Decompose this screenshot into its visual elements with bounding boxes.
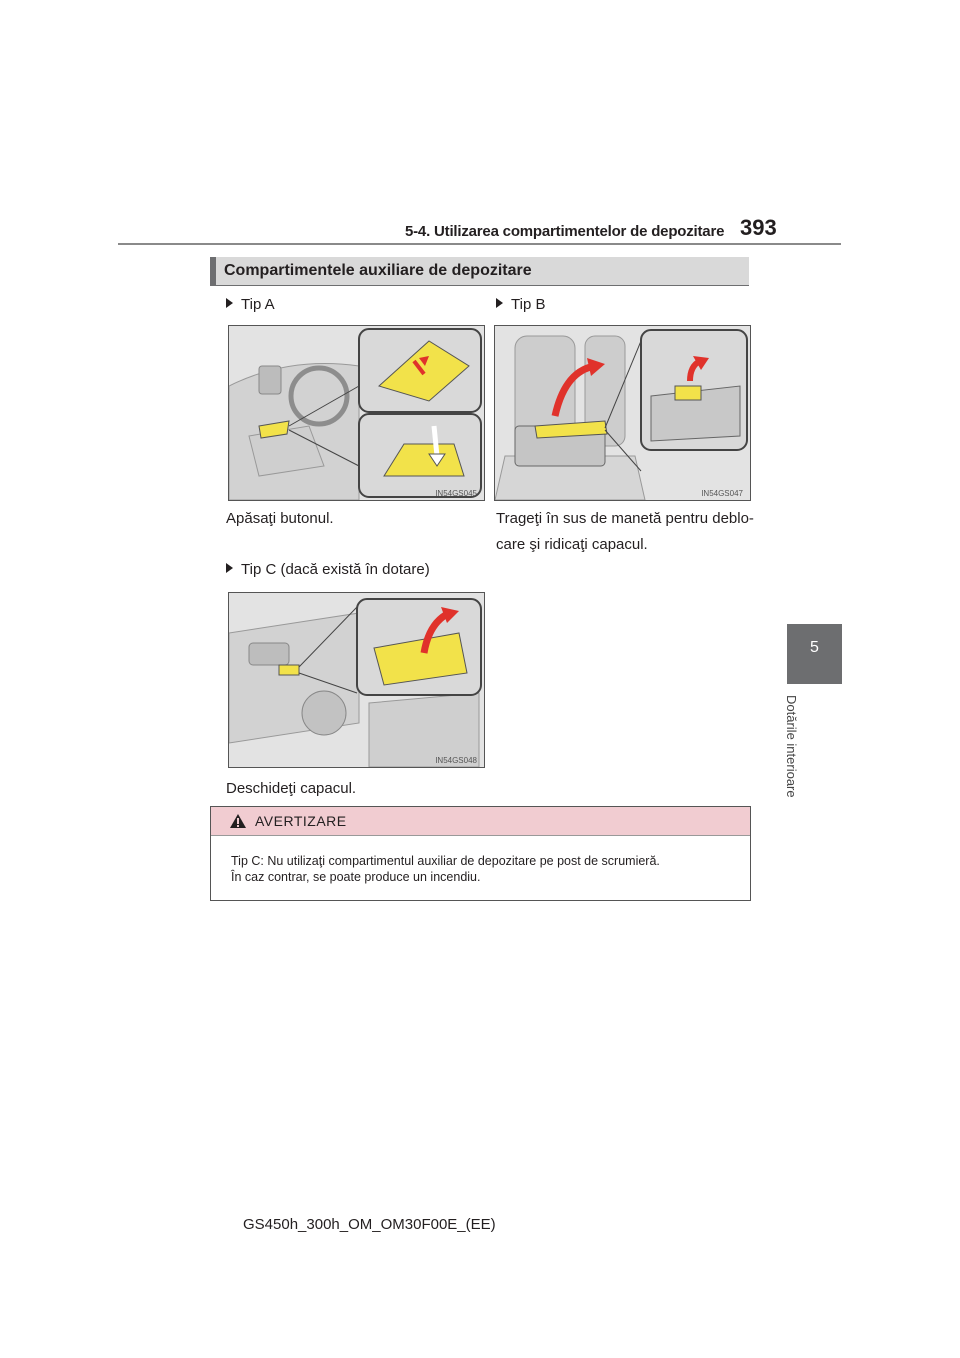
triangle-bullet-icon xyxy=(226,563,233,573)
warning-text: Tip C: Nu utilizaţi compartimentul auxiliar de depozitare pe post de scrumieră. În caz contrar, se poate produce un incendiu. xyxy=(231,854,660,884)
rear-armrest-illustration-icon xyxy=(495,326,750,500)
warning-triangle-icon xyxy=(229,813,247,829)
triangle-bullet-icon xyxy=(226,298,233,308)
type-c-caption: Deschideţi capacul. xyxy=(226,780,357,797)
type-b-figure-code: IN54GS047 xyxy=(701,489,743,498)
door-storage-illustration-icon xyxy=(229,593,484,767)
section-heading-accent xyxy=(210,257,216,286)
type-c-figure-code: IN54GS048 xyxy=(435,756,477,765)
type-a-figure xyxy=(228,325,485,501)
section-heading xyxy=(210,257,749,286)
header-rule xyxy=(118,243,841,245)
triangle-bullet-icon xyxy=(496,298,503,308)
type-b-caption: Trageţi în sus de manetă pentru deblo- care şi ridicaţi capacul. xyxy=(496,510,754,553)
type-a-label: Tip A xyxy=(226,296,275,313)
warning-header xyxy=(211,807,750,836)
running-header-title: 5-4. Utilizarea compartimentelor de depozitare xyxy=(405,223,725,240)
chapter-side-label xyxy=(771,695,811,825)
type-a-caption: Apăsaţi butonul. xyxy=(226,510,334,527)
type-a-figure-code: IN54GS045 xyxy=(435,489,477,498)
chapter-tab[interactable] xyxy=(787,624,842,684)
warning-box xyxy=(210,806,751,901)
warning-title: AVERTIZARE xyxy=(255,813,347,829)
type-c-figure xyxy=(228,592,485,768)
chapter-label-text: Dotările interioare xyxy=(784,695,799,798)
type-b-label: Tip B xyxy=(496,296,545,313)
footer-model-code: GS450h_300h_OM_OM30F00E_(EE) xyxy=(243,1216,496,1233)
chapter-number: 5 xyxy=(810,639,819,656)
type-b-figure xyxy=(494,325,751,501)
dashboard-illustration-icon xyxy=(229,326,484,500)
section-heading-title: Compartimentele auxiliare de depozitare xyxy=(224,262,532,279)
page-number: 393 xyxy=(740,215,777,240)
type-c-label: Tip C (dacă există în dotare) xyxy=(226,561,430,578)
